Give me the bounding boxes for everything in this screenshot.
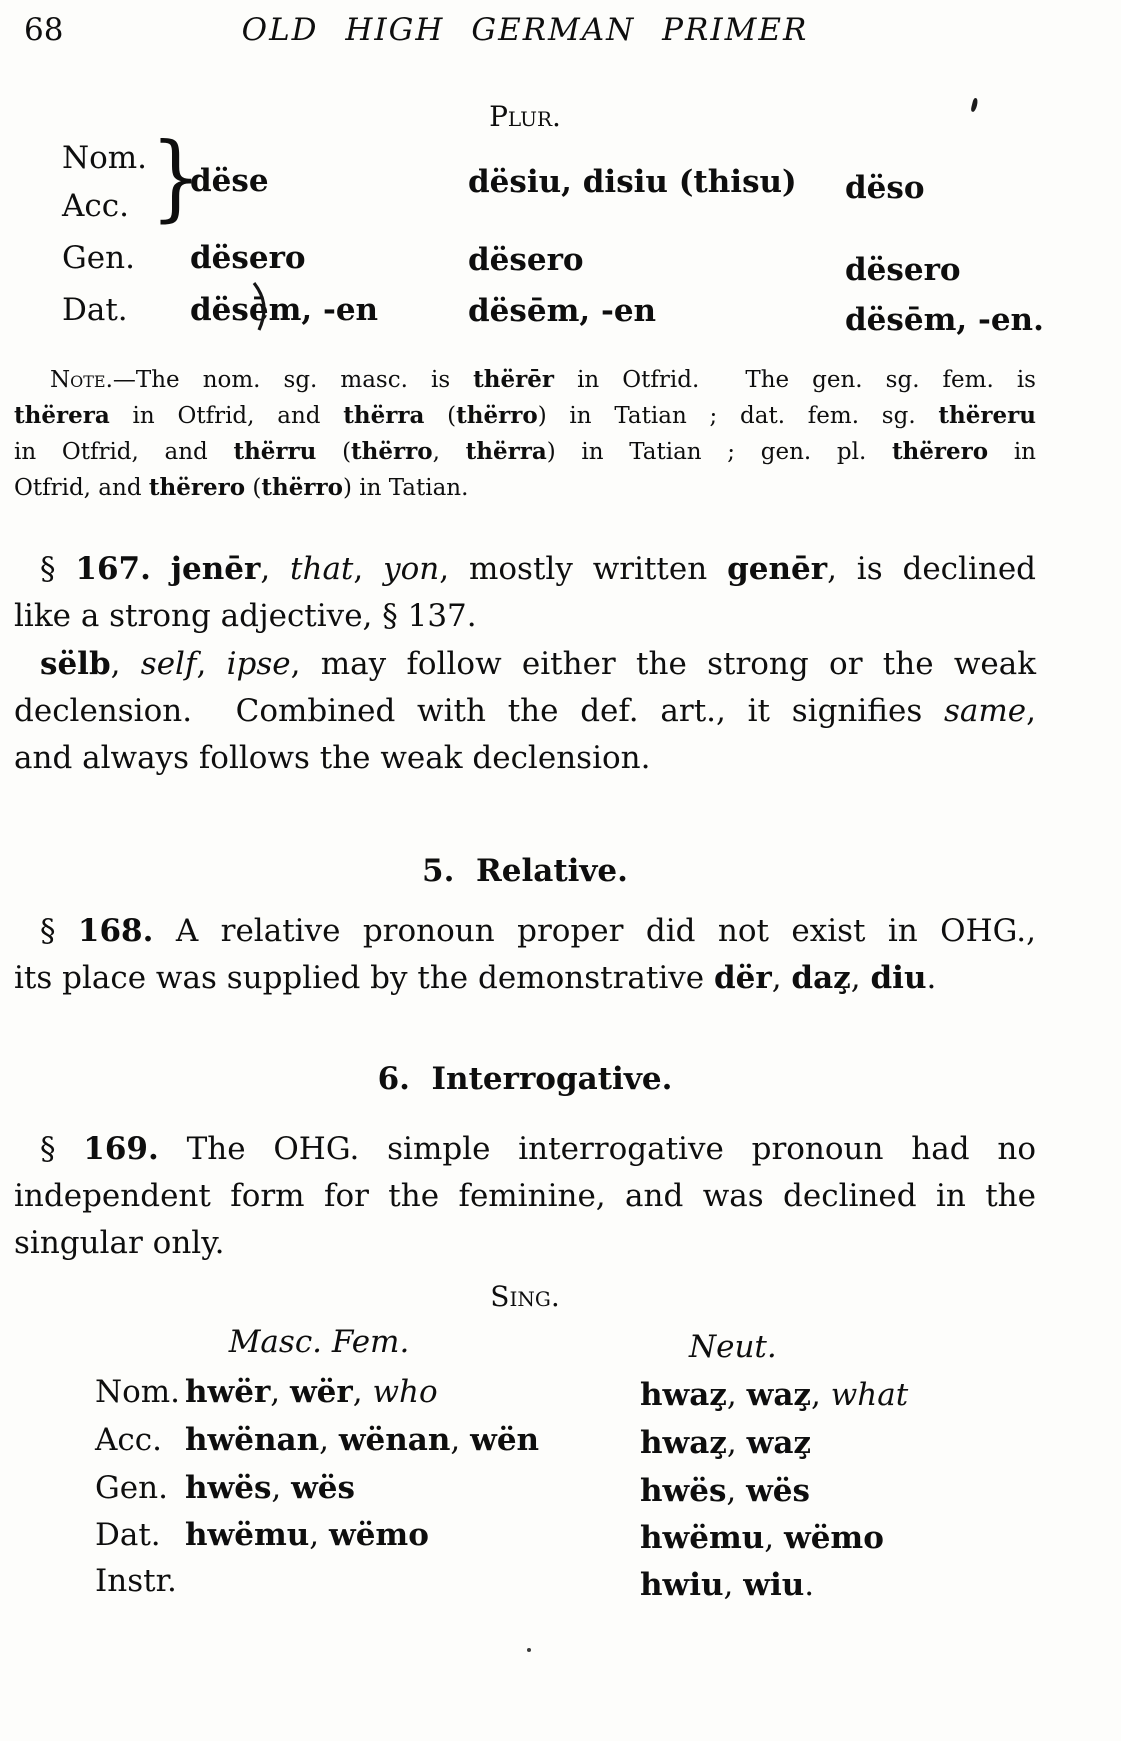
sing-instr-neut: hwiu, wiu. (640, 1567, 815, 1603)
heading-interrogative: 6. Interrogative. (377, 1061, 673, 1097)
text-line: Note.—The nom. sg. masc. is thërēr in Otfrid. The gen. sg. fem. is (50, 366, 1036, 393)
sing-nom-masc-fem: hwër, wër, who (185, 1374, 438, 1410)
text-line: sëlb, self, ipse, may follow either the strong or the weak (40, 646, 1037, 682)
case-label-gen: Gen. (62, 240, 135, 276)
section-169 (14, 1126, 1036, 1267)
plur-dat-fem: dësēm, -en (468, 293, 657, 329)
case-label-dat: Dat. (62, 292, 128, 328)
text-line: its place was supplied by the demonstrative dër, daz̧, diu. (14, 960, 937, 996)
plur-gen-neut: dësero (845, 252, 961, 288)
sing-acc-masc-fem: hwënan, wënan, wën (185, 1422, 540, 1458)
text-line: thërera in Otfrid, and thërra (thërro) in Tatian ; dat. fem. sg. thëreru (14, 402, 1036, 429)
text-line: Otfrid, and thërero (thërro) in Tatian. (14, 474, 469, 501)
paragraph-selb (14, 641, 1036, 782)
brace-glyph: } (150, 123, 202, 232)
text-line: like a strong adjective, § 137. (14, 598, 477, 634)
singular-table-caption: Sing. (490, 1280, 560, 1313)
note-paragraph (14, 362, 1036, 506)
plur-nomacc-neut: dëso (845, 170, 925, 206)
heading-relative: 5. Relative. (422, 853, 628, 889)
sing-dat-neut: hwëmu, wëmo (640, 1520, 884, 1556)
sing-nom-neut: hwaz̧, waz̧, what (640, 1377, 909, 1413)
running-title: OLD HIGH GERMAN PRIMER (241, 12, 809, 48)
sing-dat-masc-fem: hwëmu, wëmo (185, 1517, 429, 1553)
sing-gen-masc-fem: hwës, wës (185, 1470, 355, 1506)
ink-smudge (244, 280, 286, 338)
case-label-acc: Acc. (95, 1422, 162, 1458)
case-label-dat: Dat. (95, 1517, 161, 1553)
text-line: and always follows the weak declension. (14, 740, 651, 776)
plur-nomacc-masc: dëse (190, 163, 269, 199)
text-line: singular only. (14, 1225, 225, 1261)
column-header-neut: Neut. (689, 1329, 777, 1365)
plur-dat-masc: dësēm, -en (190, 292, 379, 328)
text-line: declension. Combined with the def. art., it signifies same, (14, 693, 1036, 729)
sing-acc-neut: hwaz̧, waz̧ (640, 1425, 812, 1461)
section-168 (14, 908, 1036, 1002)
column-header-masc-fem: Masc. Fem. (228, 1324, 410, 1360)
text-line: § 167. jenēr, that, yon, mostly written genēr, is declined (40, 551, 1037, 587)
text-line: § 169. The OHG. simple interrogative pronoun had no (40, 1131, 1036, 1167)
plur-gen-fem: dësero (468, 242, 584, 278)
text-line: § 168. A relative pronoun proper did not exist in OHG., (40, 913, 1036, 949)
section-167 (14, 546, 1036, 640)
plur-dat-neut: dësēm, -en. (845, 302, 1044, 338)
ink-speck (527, 1648, 531, 1652)
case-label-nom: Nom. (62, 140, 148, 176)
plural-table-caption: Plur. (489, 100, 561, 133)
case-label-nom: Nom. (95, 1374, 181, 1410)
sing-gen-neut: hwës, wës (640, 1473, 810, 1509)
page-number: 68 (24, 12, 64, 48)
text-line: independent form for the feminine, and was declined in the (14, 1178, 1036, 1214)
plur-gen-masc: dësero (190, 240, 306, 276)
case-label-gen: Gen. (95, 1470, 168, 1506)
text-line: in Otfrid, and thërru (thërro, thërra) in Tatian ; gen. pl. thërero in (14, 438, 1036, 465)
plur-nomacc-fem: dësiu, disiu (thisu) (468, 164, 797, 200)
case-label-instr: Instr. (95, 1563, 177, 1599)
case-label-acc: Acc. (62, 188, 129, 224)
